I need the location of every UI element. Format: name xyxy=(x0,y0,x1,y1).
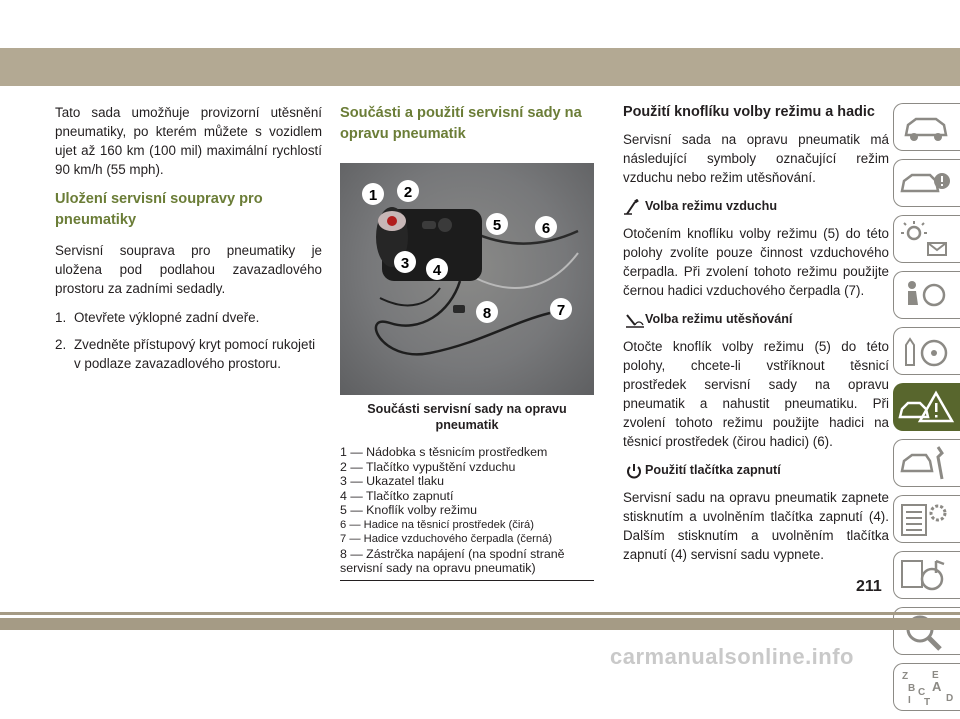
components-heading: Součásti a použití servisní sady na opravu pneumatik xyxy=(340,105,582,142)
dashboard-lights-icon xyxy=(898,219,956,259)
checklist-gear-icon xyxy=(898,499,956,539)
seat-airbag-icon xyxy=(898,275,956,315)
column-2 xyxy=(340,103,594,581)
air-mode-icon xyxy=(623,199,645,215)
steps-list xyxy=(55,308,322,373)
legend-item: 5 — Knoflík volby režimu xyxy=(340,503,478,517)
index-letter: I xyxy=(908,695,911,706)
list-item xyxy=(55,335,322,373)
photo-label: 5 xyxy=(492,217,502,234)
tab-hazard-road[interactable] xyxy=(893,383,960,431)
tab-car[interactable] xyxy=(893,103,960,151)
index-letter: E xyxy=(932,670,939,681)
legend-item: 3 — Ukazatel tlaku xyxy=(340,474,444,488)
index-letter: D xyxy=(946,693,954,704)
column-3 xyxy=(623,103,889,574)
photo-caption: Součásti servisní sady na opravu pneumatik xyxy=(367,402,567,432)
step-text: Otevřete výklopné zadní dveře. xyxy=(74,310,260,325)
legend-item: 6 — Hadice na těsnicí prostředek (čirá) xyxy=(340,518,534,531)
index-letter: Z xyxy=(902,671,909,682)
storage-heading: Uložení servisní soupravy pro pneumatiky xyxy=(55,191,263,228)
page-number: 211 xyxy=(856,578,882,595)
tab-steering-wheel[interactable] xyxy=(893,327,960,375)
wrench-car-icon xyxy=(898,443,956,483)
top-margin xyxy=(0,0,960,48)
warning-car-icon xyxy=(898,163,956,203)
intro-paragraph: Tato sada umožňuje provizorní utěsnění pneumatiky, po kterém můžete s vozidlem ujet až 160 km (100 mil) maximální rychlostí 90 km/h (55 mph). xyxy=(55,105,322,177)
photo-label: 8 xyxy=(482,305,492,322)
kit-illustration xyxy=(340,163,594,395)
tab-warning-car[interactable] xyxy=(893,159,960,207)
kit-photo xyxy=(340,163,594,395)
legend-item: 7 — Hadice vzduchového čerpadla (černá) xyxy=(340,533,553,545)
power-label: Použití tlačítka zapnutí xyxy=(645,463,781,477)
index-letters-icon xyxy=(898,667,956,707)
step-number: 1. xyxy=(55,310,67,325)
tab-checklist-gear[interactable] xyxy=(893,495,960,543)
column-1 xyxy=(55,103,322,381)
photo-label: 3 xyxy=(400,255,410,272)
legend-item: 8 — Zástrčka napájení (na spodní straně servisní sady na opravu pneumatik) xyxy=(340,546,565,575)
hazard-road-icon xyxy=(898,387,956,427)
index-letter: C xyxy=(918,687,926,698)
seal-mode-title xyxy=(623,310,889,329)
media-icon xyxy=(898,555,956,595)
mode-intro: Servisní sada na opravu pneumatik má následující symboly označující režim vzduchu nebo režim utěsňování. xyxy=(623,132,889,185)
mode-heading: Použití knoflíku volby režimu a hadic xyxy=(623,104,875,120)
seal-mode-label: Volba režimu utěsňování xyxy=(645,312,793,326)
photo-label: 4 xyxy=(432,262,442,279)
power-icon xyxy=(623,463,645,479)
index-letter: T xyxy=(924,697,931,707)
index-letter: A xyxy=(932,679,942,694)
tab-seat-airbag[interactable] xyxy=(893,271,960,319)
storage-paragraph: Servisní souprava pro pneumatiky je uložena pod podlahou zavazadlového prostoru za zadními sedadly. xyxy=(55,243,322,296)
tab-media[interactable] xyxy=(893,551,960,599)
photo-label: 7 xyxy=(556,302,566,319)
list-item xyxy=(55,308,322,327)
step-text: Zvedněte přístupový kryt pomocí rukojeti v podlaze zavazadlového prostoru. xyxy=(74,337,316,371)
air-mode-label: Volba režimu vzduchu xyxy=(645,199,778,213)
photo-label: 6 xyxy=(541,220,551,237)
header-band xyxy=(0,48,960,86)
seal-mode-icon xyxy=(623,312,645,328)
tab-dashboard-lights[interactable] xyxy=(893,215,960,263)
seal-mode-text: Otočte knoflík volby režimu (5) do této polohy, chcete-li vstříknout těsnicí prostředek servisní sady na opravu pneumatik a nahustit pneumatiku. Při zvolení tohoto režimu použijte hadici na těsnicí prostředek (čirou hadici) (6). xyxy=(623,339,889,449)
index-letter: B xyxy=(908,683,916,694)
search-icon xyxy=(898,611,956,651)
footer-rule xyxy=(0,612,960,615)
power-title xyxy=(623,461,889,480)
car-icon xyxy=(898,107,956,147)
air-mode-text: Otočením knoflíku volby režimu (5) do této polohy zvolíte pouze činnost vzduchového čerpadla. Při zvolení tohoto režimu použijte černou hadici vzduchového čerpadla (7). xyxy=(623,226,889,298)
photo-label: 1 xyxy=(368,187,378,204)
legend-item: 1 — Nádobka s těsnicím prostředkem xyxy=(340,445,548,459)
air-mode-title xyxy=(623,197,889,216)
legend-divider xyxy=(340,580,594,581)
legend-list xyxy=(340,445,594,576)
step-number: 2. xyxy=(55,337,67,352)
watermark: carmanualsonline.info xyxy=(610,644,854,669)
legend-item: 4 — Tlačítko zapnutí xyxy=(340,488,454,503)
footer-band xyxy=(0,618,960,630)
power-text: Servisní sadu na opravu pneumatik zapnete stisknutím a uvolněním tlačítka zapnutí (4). Dalším stisknutím a uvolněním tlačítka zapnutí (4) servisní sadu vypnete. xyxy=(623,490,889,562)
legend-item: 2 — Tlačítko vypuštění vzduchu xyxy=(340,459,516,474)
photo-label: 2 xyxy=(403,184,413,201)
steering-wheel-icon xyxy=(898,331,956,371)
tab-wrench-car[interactable] xyxy=(893,439,960,487)
tab-index[interactable] xyxy=(893,663,960,711)
